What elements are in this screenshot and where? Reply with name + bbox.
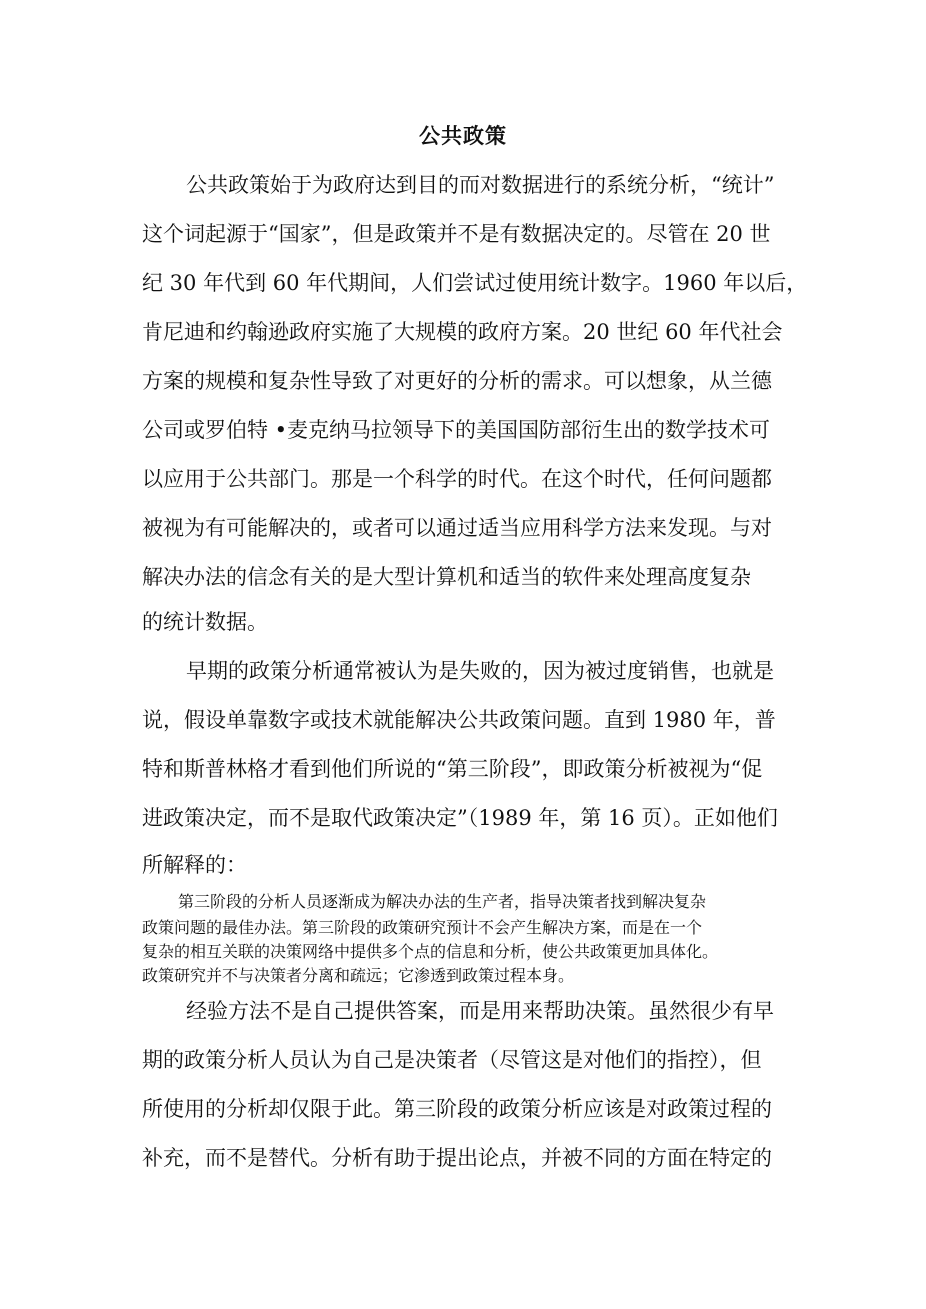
paragraph-line: 特和斯普林格才看到他们所说的“第三阶段”，即政策分析被视为“促	[142, 757, 763, 781]
paragraph-line: 经验方法不是自己提供答案，而是用来帮助决策。虽然很少有早	[186, 999, 774, 1023]
paragraph-line: 方案的规模和复杂性导致了对更好的分析的需求。可以想象，从兰德	[142, 369, 772, 393]
paragraph-line: 说，假设单靠数字或技术就能解决公共政策问题。直到 1980 年，普	[142, 708, 776, 732]
paragraph-line: 肯尼迪和约翰逊政府实施了大规模的政府方案。20 世纪 60 年代社会	[142, 320, 783, 344]
paragraph-line: 公共政策始于为政府达到目的而对数据进行的系统分析，“统计”	[186, 173, 775, 197]
paragraph-line: 进政策决定，而不是取代政策决定”（1989 年，第 16 页）。正如他们	[142, 806, 778, 830]
paragraph-line: 公司或罗伯特 •麦克纳马拉领导下的美国国防部衍生出的数学技术可	[142, 418, 771, 442]
paragraph-line: 这个词起源于“国家”，但是政策并不是有数据决定的。尽管在 20 世	[142, 222, 771, 246]
paragraph-line: 以应用于公共部门。那是一个科学的时代。在这个时代，任何问题都	[142, 467, 772, 491]
document-title: 公共政策	[419, 124, 507, 148]
paragraph-line: 解决办法的信念有关的是大型计算机和适当的软件来处理高度复杂	[142, 565, 751, 589]
paragraph-line: 纪 30 年代到 60 年代期间，人们尝试过使用统计数字。1960 年以后，	[142, 271, 808, 295]
paragraph-line: 的统计数据。	[142, 610, 268, 634]
paragraph-line: 所使用的分析却仅限于此。第三阶段的政策分析应该是对政策过程的	[142, 1097, 772, 1121]
quote-line: 政策研究并不与决策者分离和疏远；它渗透到政策过程本身。	[142, 966, 575, 985]
paragraph-line: 期的政策分析人员认为自己是决策者（尽管这是对他们的指控），但	[142, 1048, 762, 1072]
quote-line: 复杂的相互关联的决策网络中提供多个点的信息和分析，使公共政策更加具体化。	[142, 942, 719, 961]
quote-line: 政策问题的最佳办法。第三阶段的政策研究预计不会产生解决方案，而是在一个	[142, 918, 703, 937]
paragraph-line: 补充，而不是替代。分析有助于提出论点，并被不同的方面在特定的	[142, 1146, 772, 1170]
paragraph-line: 被视为有可能解决的，或者可以通过适当应用科学方法来发现。与对	[142, 516, 772, 540]
paragraph-line: 所解释的：	[142, 853, 247, 877]
paragraph-line: 早期的政策分析通常被认为是失败的，因为被过度销售，也就是	[186, 659, 774, 683]
quote-line: 第三阶段的分析人员逐渐成为解决办法的生产者，指导决策者找到解决复杂	[178, 892, 707, 911]
